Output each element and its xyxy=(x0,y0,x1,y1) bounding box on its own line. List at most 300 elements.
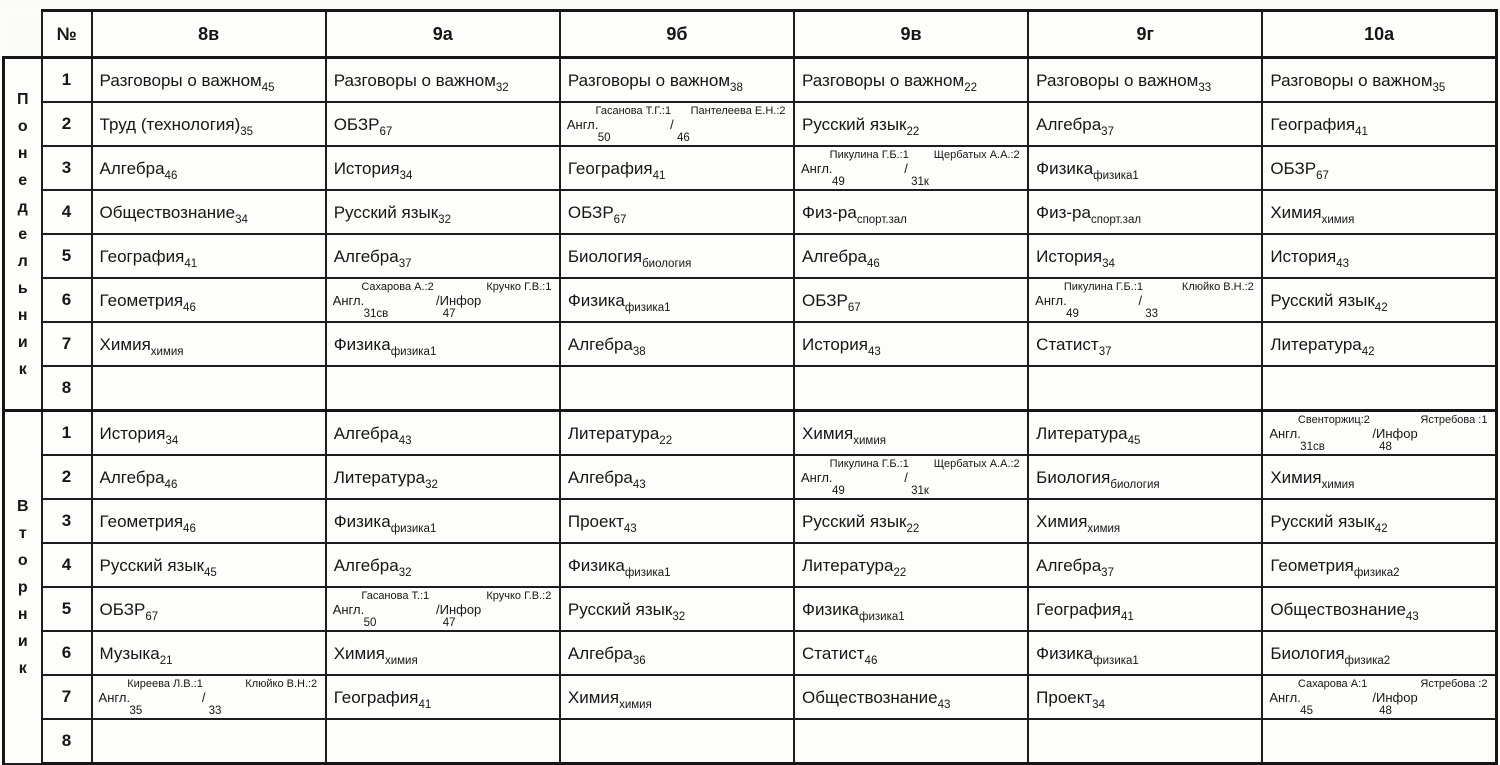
subject-text: Русский язык xyxy=(99,555,205,575)
lesson-row xyxy=(4,455,1497,499)
room-subscript: химия xyxy=(619,698,652,711)
lesson-row xyxy=(4,190,1497,234)
lesson-cell xyxy=(92,631,326,675)
room-subscript: физика1 xyxy=(390,522,437,535)
lesson-cell xyxy=(326,366,560,411)
lesson-number: 6 xyxy=(42,631,92,675)
group-divider: / xyxy=(904,161,908,176)
lesson-cell xyxy=(1262,322,1496,366)
room-subscript: 43 xyxy=(937,698,951,711)
day-letter-stack: П о н е д е л ь н и к xyxy=(17,90,29,378)
room-subscript: биология xyxy=(1110,478,1160,491)
teacher-left: Пикулина Г.Б.:1 xyxy=(1063,281,1144,293)
room-subscript: физика1 xyxy=(1093,169,1139,182)
subject-text: Алгебра xyxy=(1036,114,1102,134)
lesson-cell xyxy=(326,234,560,278)
lesson-row xyxy=(4,146,1497,190)
lesson-cell xyxy=(92,675,326,719)
lesson-cell xyxy=(560,322,794,366)
room-subscript: 35 xyxy=(240,125,254,138)
lesson-cell xyxy=(794,455,1028,499)
lesson-row xyxy=(4,631,1497,675)
lesson-cell xyxy=(1262,587,1496,631)
split-lesson xyxy=(795,456,1027,498)
subject-text: География xyxy=(1270,114,1356,134)
room-right: 46 xyxy=(676,132,690,144)
simple-lesson xyxy=(795,511,1027,535)
lesson-cell xyxy=(326,146,560,190)
simple-lesson xyxy=(561,246,793,270)
lesson-cell xyxy=(1028,366,1262,411)
lesson-cell xyxy=(560,631,794,675)
lesson-cell xyxy=(1028,102,1262,146)
room-left: 50 xyxy=(363,617,377,629)
subject-text: Разговоры о важном xyxy=(333,70,496,90)
room-subscript: 38 xyxy=(632,345,646,358)
lesson-cell xyxy=(794,499,1028,543)
lesson-cell xyxy=(560,146,794,190)
teacher-right: Ястребова :2 xyxy=(1420,678,1488,690)
col-header-class-1: 8в xyxy=(92,11,326,58)
col-header-class-3: 9б xyxy=(560,11,794,58)
teacher-names xyxy=(1266,678,1492,690)
subject-text: Разговоры о важном xyxy=(99,70,262,90)
room-left: 45 xyxy=(1300,705,1313,717)
lesson-cell xyxy=(326,278,560,322)
simple-lesson xyxy=(1029,467,1261,491)
subject-text: Проект xyxy=(1036,687,1093,707)
subject-text: Русский язык xyxy=(1270,511,1375,531)
lesson-cell xyxy=(794,411,1028,456)
simple-lesson xyxy=(795,290,1027,314)
lesson-row xyxy=(4,587,1497,631)
simple-lesson xyxy=(795,246,1027,270)
simple-lesson xyxy=(1263,114,1495,138)
simple-lesson xyxy=(561,334,793,358)
room-right: 47 xyxy=(442,617,456,629)
subject-text: Разговоры о важном xyxy=(1270,70,1433,90)
lesson-cell xyxy=(92,587,326,631)
lesson-cell xyxy=(1028,719,1262,764)
lesson-cell xyxy=(92,719,326,764)
subject-text: Русский язык xyxy=(802,511,907,531)
subject-abbr: Англ. xyxy=(1269,426,1301,441)
simple-lesson xyxy=(1029,423,1261,447)
simple-lesson xyxy=(93,114,325,138)
room-subscript: 45 xyxy=(261,81,275,94)
lesson-cell xyxy=(1028,58,1262,103)
lesson-cell xyxy=(326,675,560,719)
subject-text: Геометрия xyxy=(99,511,184,531)
group-divider: /Инфор xyxy=(435,602,482,617)
subject-text: ОБЗР xyxy=(333,114,380,134)
lesson-cell xyxy=(92,543,326,587)
simple-lesson xyxy=(1263,202,1495,226)
simple-lesson xyxy=(1263,246,1495,270)
subject-text: География xyxy=(1036,599,1121,619)
lesson-cell xyxy=(1028,146,1262,190)
room-right: 48 xyxy=(1379,705,1392,717)
lesson-cell xyxy=(1262,499,1496,543)
room-subscript: 43 xyxy=(1336,257,1350,270)
lesson-cell xyxy=(794,58,1028,103)
group-divider: /Инфор xyxy=(1372,690,1418,705)
subject-text: Физика xyxy=(1036,158,1094,178)
teacher-names xyxy=(330,590,556,602)
lesson-cell xyxy=(794,234,1028,278)
room-subscript: 41 xyxy=(1355,125,1368,138)
subject-text: История xyxy=(1270,246,1337,266)
lesson-cell xyxy=(794,719,1028,764)
simple-lesson xyxy=(795,555,1027,579)
subject-text: ОБЗР xyxy=(99,599,146,619)
simple-lesson xyxy=(93,290,325,314)
room-subscript: 67 xyxy=(613,213,627,226)
lesson-cell xyxy=(326,411,560,456)
room-subscript: 46 xyxy=(183,522,196,535)
room-subscript: химия xyxy=(1321,213,1355,226)
simple-lesson xyxy=(561,202,793,226)
lesson-cell xyxy=(1262,278,1496,322)
subject-text: Алгебра xyxy=(333,423,399,443)
subject-text: Химия xyxy=(802,423,854,443)
lesson-cell xyxy=(1262,675,1496,719)
lesson-row xyxy=(4,366,1497,411)
simple-lesson xyxy=(1029,202,1261,226)
subject-text: Химия xyxy=(567,687,620,707)
subject-text: История xyxy=(99,423,166,443)
room-subscript: 34 xyxy=(235,213,248,226)
room-subscript: 41 xyxy=(652,169,666,182)
teacher-left: Сахарова А.:2 xyxy=(361,281,434,293)
lesson-cell xyxy=(1262,543,1496,587)
room-subscript: физика1 xyxy=(624,301,671,314)
simple-lesson xyxy=(795,202,1027,226)
split-lesson xyxy=(327,588,559,630)
col-header-class-5: 9г xyxy=(1028,11,1262,58)
room-subscript: химия xyxy=(853,434,886,447)
teacher-right: Пантелеева Е.Н.:2 xyxy=(690,105,786,117)
simple-lesson xyxy=(327,511,559,535)
lesson-cell xyxy=(92,102,326,146)
group-divider: /Инфор xyxy=(1372,426,1418,441)
teacher-left: Сахарова А:1 xyxy=(1297,678,1368,690)
subject-text: Физика xyxy=(567,555,625,575)
subject-text: Разговоры о важном xyxy=(567,70,731,90)
subject-text: ОБЗР xyxy=(567,202,614,222)
lesson-row xyxy=(4,102,1497,146)
simple-lesson xyxy=(1263,290,1495,314)
simple-lesson xyxy=(1029,246,1261,270)
room-left: 49 xyxy=(831,176,845,188)
subject-text: Разговоры о важном xyxy=(1036,70,1199,90)
simple-lesson xyxy=(561,290,793,314)
simple-lesson xyxy=(561,467,793,491)
room-subscript: химия xyxy=(1321,478,1355,491)
teacher-right: Клюйко В.Н.:2 xyxy=(245,678,318,690)
lesson-cell xyxy=(794,190,1028,234)
simple-lesson xyxy=(327,687,559,711)
simple-lesson xyxy=(795,643,1027,667)
room-subscript: 37 xyxy=(1098,345,1112,358)
subject-text: Физика xyxy=(1036,643,1094,663)
simple-lesson xyxy=(327,555,559,579)
subject-text: Геометрия xyxy=(1270,555,1354,575)
lesson-cell xyxy=(560,675,794,719)
room-subscript: 46 xyxy=(183,301,196,314)
lesson-cell xyxy=(92,499,326,543)
lesson-cell xyxy=(326,499,560,543)
room-subscript: 37 xyxy=(398,257,412,270)
simple-lesson xyxy=(1029,599,1261,623)
lesson-cell xyxy=(92,58,326,103)
simple-lesson xyxy=(1263,70,1495,94)
subject-text: История xyxy=(333,158,400,178)
room-subscript: физика2 xyxy=(1344,654,1391,667)
lesson-cell xyxy=(1262,411,1496,456)
subject-text: Литература xyxy=(567,423,660,443)
simple-lesson xyxy=(561,555,793,579)
room-left: 31св xyxy=(363,308,389,320)
lesson-number: 7 xyxy=(42,322,92,366)
day-label-monday xyxy=(4,58,42,411)
room-subscript: 34 xyxy=(1102,257,1115,270)
lesson-row xyxy=(4,322,1497,366)
lesson-number: 8 xyxy=(42,366,92,411)
simple-lesson xyxy=(327,114,559,138)
subject-text: Биология xyxy=(567,246,643,266)
lesson-cell xyxy=(1028,631,1262,675)
simple-lesson xyxy=(561,687,793,711)
subject-text: История xyxy=(802,334,868,354)
subject-text: Статист xyxy=(802,643,865,663)
room-subscript: 46 xyxy=(864,654,878,667)
subject-text: История xyxy=(1036,246,1103,266)
subject-text: Алгебра xyxy=(802,246,868,266)
room-subscript: физика1 xyxy=(390,345,437,358)
subject-text: Физ-ра xyxy=(1036,202,1091,222)
lesson-cell xyxy=(794,631,1028,675)
subject-abbr: Англ. xyxy=(98,690,131,705)
lesson-cell xyxy=(1262,455,1496,499)
col-header-num: № xyxy=(42,11,92,58)
teacher-right: Щербатых А.А.:2 xyxy=(933,149,1020,161)
lesson-number: 4 xyxy=(42,543,92,587)
room-subscript: 43 xyxy=(867,345,881,358)
teacher-names xyxy=(96,678,322,690)
subject-text: Химия xyxy=(1270,202,1322,222)
lesson-cell xyxy=(1262,234,1496,278)
subject-abbr: Англ. xyxy=(332,602,365,617)
room-subscript: 46 xyxy=(867,257,880,270)
teacher-left: Пикулина Г.Б.:1 xyxy=(829,458,909,470)
subject-text: Алгебра xyxy=(333,555,399,575)
simple-lesson xyxy=(1263,334,1495,358)
header-row xyxy=(4,11,1497,58)
room-subscript: 43 xyxy=(632,478,646,491)
lesson-row xyxy=(4,58,1497,103)
split-lesson xyxy=(1029,279,1261,321)
room-subscript: 67 xyxy=(847,301,861,314)
room-subscript: 22 xyxy=(893,566,907,579)
lesson-row xyxy=(4,234,1497,278)
subject-text: Музыка xyxy=(99,643,160,663)
simple-lesson xyxy=(561,70,793,94)
subject-text: Химия xyxy=(1036,511,1088,531)
split-lesson xyxy=(1263,676,1495,718)
lesson-cell xyxy=(92,146,326,190)
simple-lesson xyxy=(327,467,559,491)
lesson-cell xyxy=(560,234,794,278)
lesson-cell xyxy=(326,190,560,234)
split-lesson xyxy=(93,676,325,718)
lesson-cell xyxy=(794,322,1028,366)
split-lesson xyxy=(1263,412,1495,454)
lesson-cell xyxy=(560,190,794,234)
lesson-cell xyxy=(794,146,1028,190)
simple-lesson xyxy=(1263,511,1495,535)
subject-abbr: Англ. xyxy=(801,470,833,485)
lesson-number: 5 xyxy=(42,234,92,278)
simple-lesson xyxy=(327,643,559,667)
lesson-number: 6 xyxy=(42,278,92,322)
subject-text: Физика xyxy=(802,599,859,619)
simple-lesson xyxy=(1029,158,1261,182)
subject-abbr: Англ. xyxy=(566,117,599,132)
room-subscript: спорт.зал xyxy=(1090,213,1142,226)
room-left: 50 xyxy=(597,132,611,144)
simple-lesson xyxy=(93,555,325,579)
lesson-row xyxy=(4,719,1497,764)
room-subscript: 43 xyxy=(398,434,412,447)
subject-text: Алгебра xyxy=(567,467,633,487)
lesson-number: 7 xyxy=(42,675,92,719)
lesson-cell xyxy=(560,366,794,411)
subject-text: Физика xyxy=(333,334,391,354)
room-subscript: 36 xyxy=(632,654,646,667)
col-header-class-4: 9в xyxy=(794,11,1028,58)
simple-lesson xyxy=(1029,643,1261,667)
room-subscript: 42 xyxy=(1361,345,1375,358)
lesson-cell xyxy=(92,190,326,234)
room-subscript: 22 xyxy=(906,522,920,535)
lesson-cell xyxy=(326,587,560,631)
lesson-cell xyxy=(1028,234,1262,278)
room-subscript: 67 xyxy=(379,125,393,138)
lesson-cell xyxy=(560,719,794,764)
teacher-right: Клюйко В.Н.:2 xyxy=(1181,281,1254,293)
subject-text: ОБЗР xyxy=(802,290,848,310)
teacher-left: Свенторжиц:2 xyxy=(1297,414,1370,426)
teacher-left: Гасанова Т.Г.:1 xyxy=(595,105,672,117)
lesson-cell xyxy=(92,278,326,322)
lesson-number: 1 xyxy=(42,411,92,456)
lesson-row xyxy=(4,411,1497,456)
room-right: 31к xyxy=(911,176,929,188)
simple-lesson xyxy=(327,423,559,447)
teacher-right: Кручко Г.В.:1 xyxy=(486,281,552,293)
room-subscript: химия xyxy=(150,345,184,358)
teacher-names xyxy=(1032,281,1258,293)
lesson-cell xyxy=(794,278,1028,322)
simple-lesson xyxy=(795,70,1027,94)
lesson-cell xyxy=(326,58,560,103)
simple-lesson xyxy=(93,511,325,535)
subject-text: Алгебра xyxy=(99,158,165,178)
lesson-cell xyxy=(1028,411,1262,456)
subject-text: Геометрия xyxy=(99,290,184,310)
lesson-cell xyxy=(794,102,1028,146)
room-left: 49 xyxy=(831,485,845,497)
lesson-cell xyxy=(1262,58,1496,103)
subject-abbr: Англ. xyxy=(1035,293,1067,308)
simple-lesson xyxy=(93,202,325,226)
col-header-class-6: 10а xyxy=(1262,11,1496,58)
room-subscript: спорт.зал xyxy=(856,213,907,226)
subject-text: География xyxy=(567,158,653,178)
subject-text: ОБЗР xyxy=(1270,158,1317,178)
simple-lesson xyxy=(795,334,1027,358)
room-subscript: 35 xyxy=(1432,81,1446,94)
room-subscript: 34 xyxy=(399,169,413,182)
subject-text: Проект xyxy=(567,511,624,531)
subject-text: Обществознание xyxy=(1270,599,1406,619)
day-letter-stack: В т о р н и к xyxy=(16,497,29,677)
lesson-row xyxy=(4,278,1497,322)
room-right: 48 xyxy=(1379,441,1392,453)
subject-text: Физика xyxy=(567,290,625,310)
subject-text: Русский язык xyxy=(1270,290,1375,310)
room-subscript: физика1 xyxy=(624,566,671,579)
room-subscript: 22 xyxy=(906,125,920,138)
subject-text: Русский язык xyxy=(333,202,439,222)
lesson-cell xyxy=(92,322,326,366)
room-left: 31св xyxy=(1300,441,1325,453)
group-divider: / xyxy=(201,690,206,705)
simple-lesson xyxy=(93,70,325,94)
lesson-cell xyxy=(560,499,794,543)
simple-lesson xyxy=(93,158,325,182)
teacher-right: Щербатых А.А.:2 xyxy=(933,458,1020,470)
lesson-number: 5 xyxy=(42,587,92,631)
teacher-left: Гасанова Т.:1 xyxy=(361,590,430,602)
subject-text: Химия xyxy=(333,643,385,663)
room-subscript: 42 xyxy=(1374,522,1388,535)
room-subscript: 43 xyxy=(623,522,637,535)
room-subscript: 43 xyxy=(1405,610,1419,623)
lesson-cell xyxy=(560,587,794,631)
teacher-names xyxy=(798,458,1024,470)
lesson-cell xyxy=(1028,587,1262,631)
teacher-left: Пикулина Г.Б.:1 xyxy=(829,149,909,161)
simple-lesson xyxy=(1029,334,1261,358)
room-subscript: химия xyxy=(1087,522,1121,535)
lesson-cell xyxy=(1262,631,1496,675)
room-subscript: 46 xyxy=(164,169,178,182)
lesson-cell xyxy=(326,455,560,499)
lesson-cell xyxy=(326,102,560,146)
room-right: 47 xyxy=(442,308,456,320)
lesson-cell xyxy=(560,278,794,322)
lesson-cell xyxy=(794,587,1028,631)
simple-lesson xyxy=(1263,599,1495,623)
simple-lesson xyxy=(561,643,793,667)
simple-lesson xyxy=(1263,643,1495,667)
subject-text: Алгебра xyxy=(567,334,633,354)
room-subscript: 32 xyxy=(438,213,451,226)
group-divider: / xyxy=(904,470,908,485)
subject-text: Алгебра xyxy=(567,643,633,663)
